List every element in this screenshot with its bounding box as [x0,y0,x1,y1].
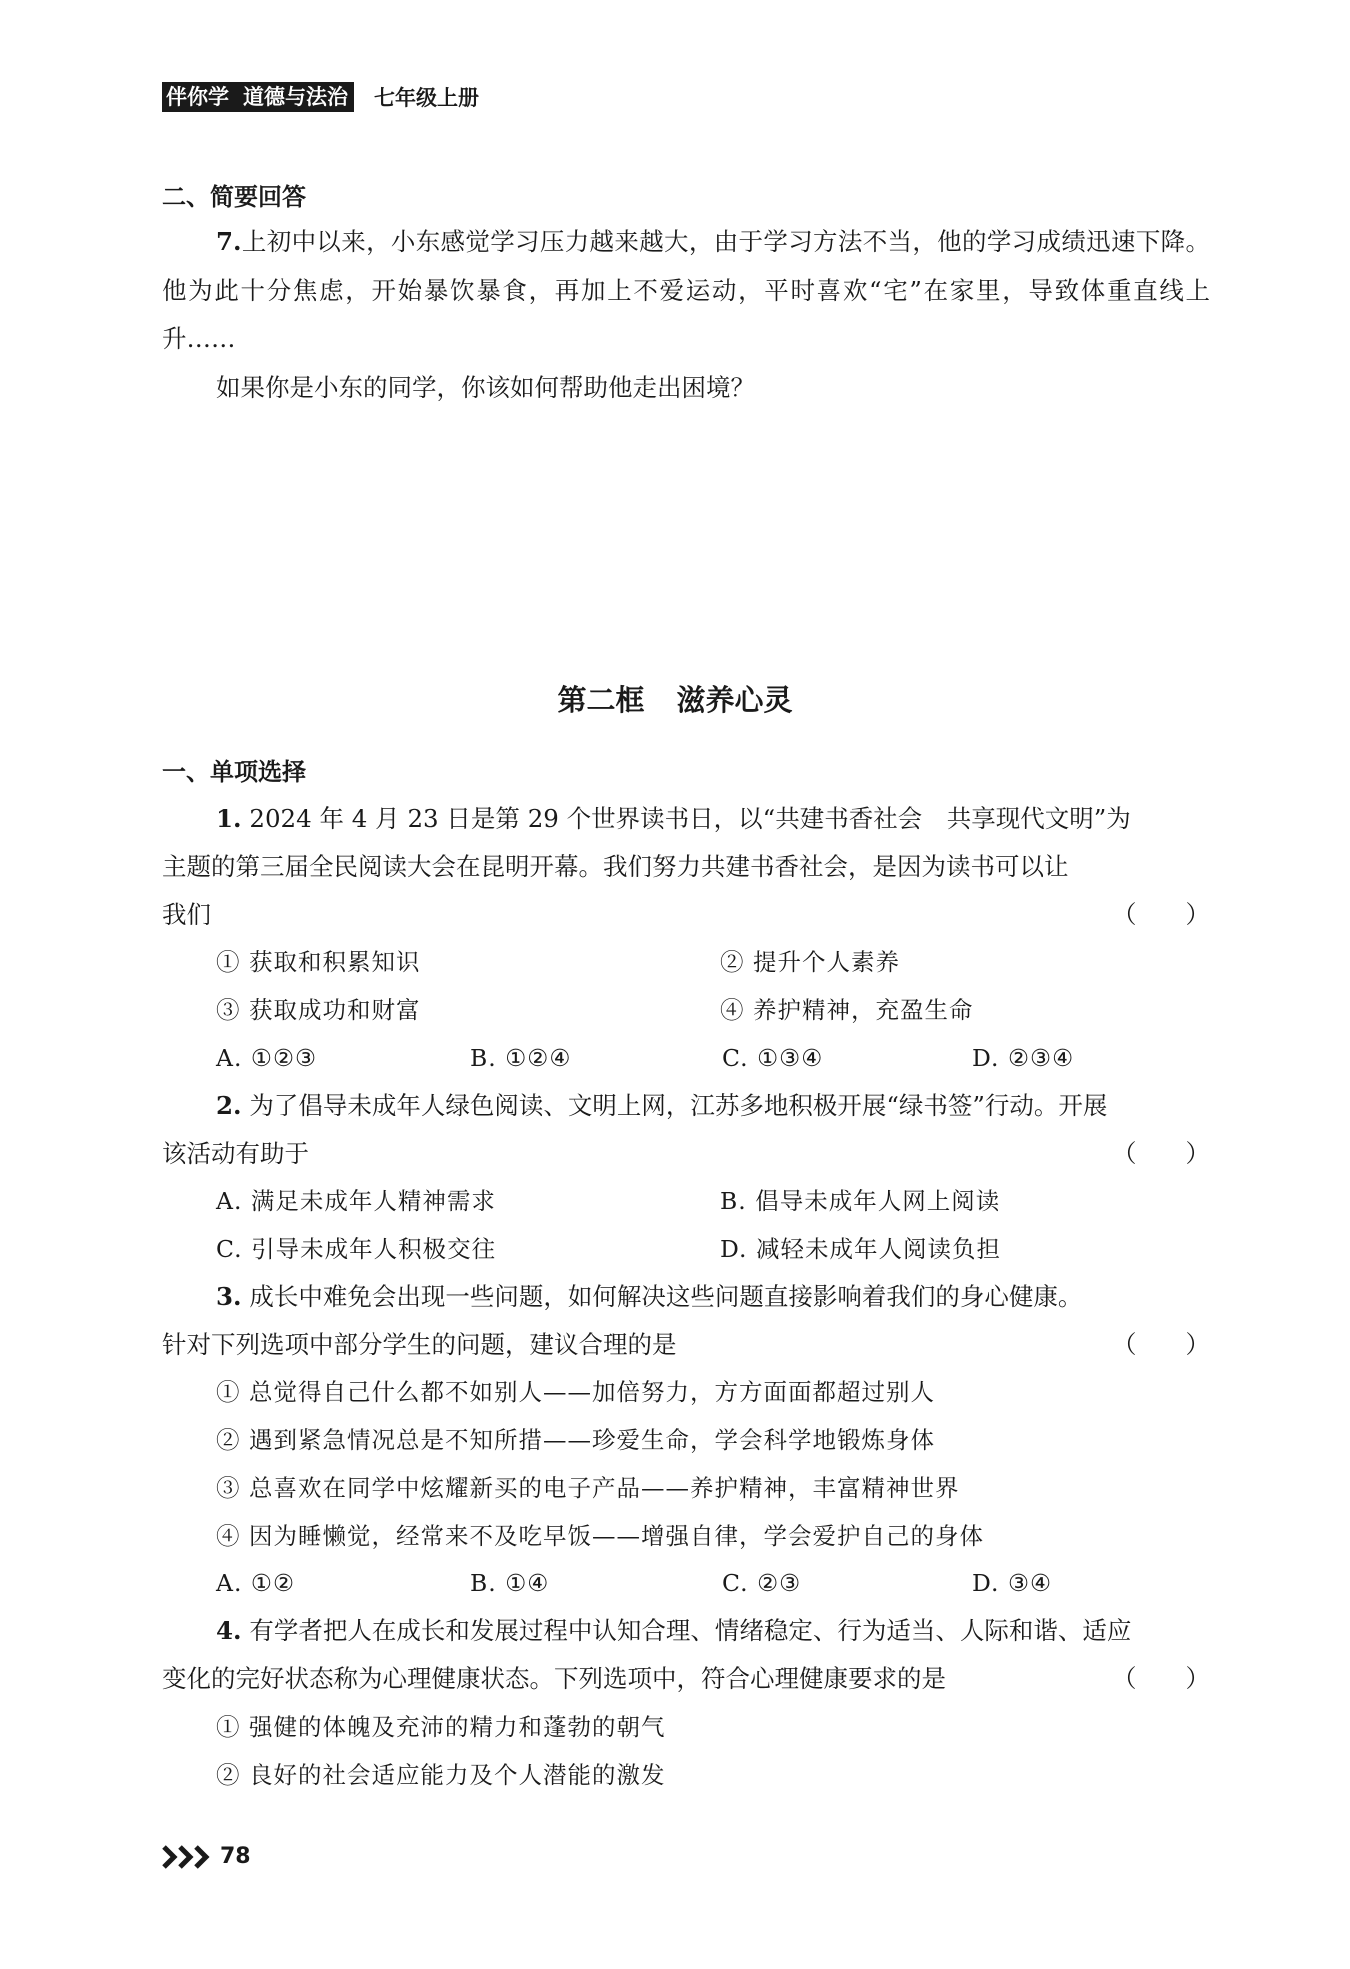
question-7-number: 7. [216,227,242,256]
question-3-item-4: ④ 因为睡懒觉，经常来不及吃早饭——增强自律，学会爱护自己的身体 [216,1522,984,1550]
question-1-item-3: ③ 获取成功和财富 [216,996,421,1024]
question-4-item-1: ① 强健的体魄及充沛的精力和蓬勃的朝气 [216,1713,666,1741]
question-2-line-1 [162,1091,1210,1121]
question-1-choice-b: B. ①②④ [470,1044,572,1072]
question-1-item-4: ④ 养护精神，充盈生命 [720,996,974,1024]
question-3-item-1: ① 总觉得自己什么都不如别人——加倍努力，方方面面都超过别人 [216,1378,935,1406]
question-3-item-3: ③ 总喜欢在同学中炫耀新买的电子产品——养护精神，丰富精神世界 [216,1474,960,1502]
header-title-box [162,82,354,112]
header-subject: 道德与法治 [243,85,348,109]
question-2-choice-a: A. 满足未成年人精神需求 [216,1187,496,1215]
question-1-item-1: ① 获取和积累知识 [216,948,421,976]
question-2-number: 2. [216,1091,242,1120]
question-2-answer-bracket: （ ） [1112,1139,1210,1168]
page-number: 78 [220,1844,251,1869]
question-3-choice-c: C. ②③ [722,1569,802,1597]
question-1-line-3-text: 我们 [162,900,211,929]
question-7-text: 上初中以来，小东感觉学习压力越来越大，由于学习方法不当，他的学习成绩迅速下降。他为此十分焦虑，开始暴饮暴食，再加上不爱运动，平时喜欢“宅”在家里，导致体重直线上升…… [162,227,1210,353]
question-1-answer-bracket: （ ） [1112,900,1210,929]
question-3-number: 3. [216,1282,242,1311]
lesson-title-part1: 第二框 [557,683,645,717]
question-2-line-2 [162,1139,1210,1169]
question-2-line-1-text: 为了倡导未成年人绿色阅读、文明上网，江苏多地积极开展“绿书签”行动。开展 [249,1091,1108,1120]
question-1-line-3 [162,900,1210,930]
lesson-title-part2: 滋养心灵 [676,683,793,717]
question-1-choice-a: A. ①②③ [216,1044,318,1072]
question-3-answer-bracket: （ ） [1112,1330,1210,1359]
question-4-line-1 [162,1616,1210,1646]
question-2-line-2-text: 该活动有助于 [162,1139,309,1168]
question-3-line-1-text: 成长中难免会出现一些问题，如何解决这些问题直接影响着我们的身心健康。 [249,1282,1083,1311]
section-heading-single-choice: 一、单项选择 [162,758,306,786]
question-1-choice-c: C. ①③④ [722,1044,824,1072]
question-1-line-1-text: 2024 年 4 月 23 日是第 29 个世界读书日，以“共建书香社会 共享现代文明”为 [249,804,1131,833]
question-4-line-2-text: 变化的完好状态称为心理健康状态。下列选项中，符合心理健康要求的是 [162,1664,946,1693]
lesson-title [0,680,1350,720]
question-7 [162,218,1210,364]
question-1-line-1 [162,804,1210,834]
question-3-line-2-text: 针对下列选项中部分学生的问题，建议合理的是 [162,1330,677,1359]
question-1-line-2: 主题的第三届全民阅读大会在昆明开幕。我们努力共建书香社会，是因为读书可以让 [162,852,1069,881]
section-heading-short-answer: 二、简要回答 [162,183,306,211]
question-2-choice-b: B. 倡导未成年人网上阅读 [720,1187,1001,1215]
header-book: 伴你学 [166,85,229,109]
page-footer [162,1842,251,1872]
question-1-number: 1. [216,804,242,833]
question-4-line-2 [162,1664,1210,1694]
question-4-line-1-text: 有学者把人在成长和发展过程中认知合理、情绪稳定、行为适当、人际和谐、适应 [249,1616,1132,1645]
question-4-answer-bracket: （ ） [1112,1664,1210,1693]
question-3-line-1 [162,1282,1210,1312]
question-3-line-2 [162,1330,1210,1360]
header-grade: 七年级上册 [374,85,479,110]
question-2-choice-c: C. 引导未成年人积极交往 [216,1235,497,1263]
running-header [162,82,479,112]
question-3-choice-d: D. ③④ [972,1569,1053,1597]
question-4-item-2: ② 良好的社会适应能力及个人潜能的激发 [216,1761,666,1789]
question-1-choice-d: D. ②③④ [972,1044,1075,1072]
question-7-prompt-text: 如果你是小东的同学，你该如何帮助他走出困境？ [216,373,755,402]
triple-chevron-right-icon [162,1845,214,1869]
question-3-choice-a: A. ①② [216,1569,296,1597]
question-4-number: 4. [216,1616,242,1645]
question-1-item-2: ② 提升个人素养 [720,948,900,976]
question-7-prompt [162,373,1210,403]
question-3-item-2: ② 遇到紧急情况总是不知所措——珍爱生命，学会科学地锻炼身体 [216,1426,935,1454]
question-3-choice-b: B. ①④ [470,1569,550,1597]
question-2-choice-d: D. 减轻未成年人阅读负担 [720,1235,1001,1263]
